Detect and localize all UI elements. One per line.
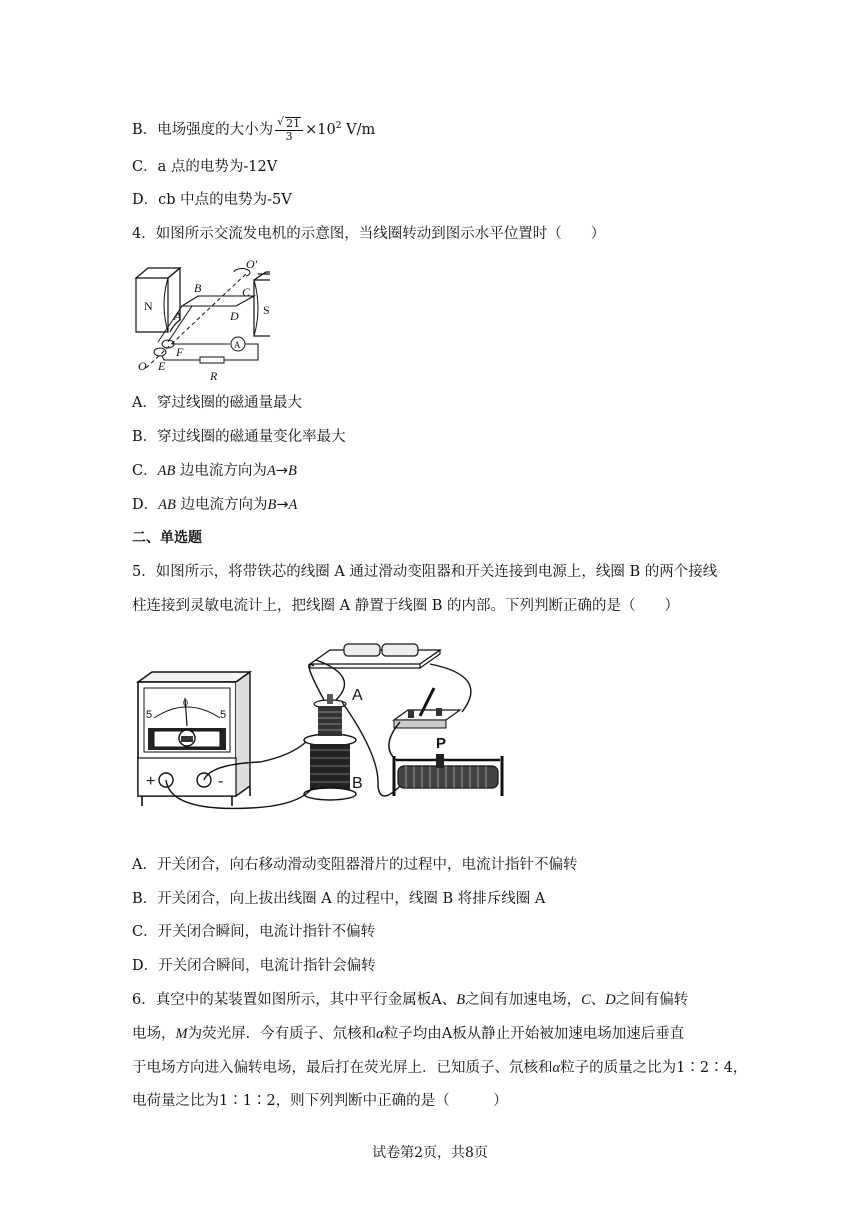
q4-option-c-prefix: C． [132,463,158,479]
q6-l1-b: 之间有加速电场， [465,992,582,1008]
label-s: S [263,303,270,317]
q4-option-d [132,495,297,515]
q4-option-d-mid: 边电流方向为 [175,497,268,513]
coil-a-icon [314,694,346,736]
q4-option-c-edge: AB [157,463,176,479]
q6-l1-sep: 、 [441,992,457,1008]
q6-l1-a: 6．真空中的某装置如图所示，其中平行金属板 [132,992,432,1008]
label-e: E [158,359,166,373]
q6-l1-c: 之间有偏转 [615,992,689,1008]
induction-apparatus-diagram [130,636,510,812]
q6-line1 [132,990,688,1010]
q6-l1-plate-c: C [581,992,591,1008]
q3-times-ten: ×10 [305,121,336,138]
q6-l4-b: ，则下列判断中正确的是（ ） [275,1093,508,1109]
switch-icon [394,688,460,728]
slider-p [436,754,444,768]
scale-left: 5 [146,709,153,721]
q3-fraction [275,117,303,143]
label-b: B [352,775,363,792]
q3-option-c: C．a 点的电势为-12V [132,159,278,175]
q4-option-c-to: B [287,463,297,479]
q6-l3-b: 粒子的质量之比为 [560,1060,677,1076]
section-title: 二、单选题 [132,530,202,546]
label-n: N [144,299,153,313]
label-a: A [174,309,182,323]
q6-line4 [132,1091,508,1111]
q4-stem: 4．如图所示交流发电机的示意图，当线圈转动到图示水平位置时（ ） [132,226,606,242]
battery-icon [310,644,440,668]
label-minus: - [218,773,224,790]
q4-option-c [132,461,297,481]
generator-diagram [130,258,270,382]
q6-l2-screen-m: M [175,1026,188,1042]
q6-l1-plate-d: D [605,992,616,1008]
label-ammeter: A [234,340,241,350]
q5-option-b: B．开关闭合，向上拔出线圈 A 的过程中，线圈 B 将排斥线圈 A [132,891,546,907]
q4-option-d-prefix: D． [132,497,159,513]
label-r: R [210,369,218,382]
arrow-right-icon: → [275,463,288,479]
q6-l3-alpha: α [552,1060,561,1076]
label-o: O [138,359,147,373]
q3-option-b-text: B．电场强度的大小为 [132,121,274,138]
q6-l2-alpha: α [376,1026,384,1042]
q3-unit: V/m [341,121,376,138]
q6-l2-a: 电场， [132,1026,176,1042]
q6-l2-d: 板从静止开始被加速电场加速后垂直 [452,1026,685,1042]
q6-mass-ratio: 1∶2∶4 [676,1060,733,1076]
q6-line2 [132,1024,684,1044]
q5-stem-line1: 5．如图所示，将带铁芯的线圈 A 通过滑动变阻器和开关连接到电源上，线圈 B 的两个接线 [132,564,718,580]
q3-option-d: D．cb 中点的电势为-5V [132,192,292,208]
q5-option-d: D．开关闭合瞬间，电流计指针会偏转 [132,958,376,974]
rheostat-icon [394,754,502,796]
q6-l3-a: 于电场方向进入偏转电场，最后打在荧光屏上．已知质子、氘核和 [132,1060,553,1076]
q6-charge-ratio: 1∶1∶2 [219,1093,276,1109]
q4-option-d-from: B [267,497,277,513]
q6-l1-plate-a: A [431,992,442,1008]
slip-ring-e [154,348,166,356]
q4-option-b: B．穿过线圈的磁通量变化率最大 [132,429,346,445]
page-footer: 试卷第2页，共8页 [372,1145,488,1161]
label-f: F [176,345,184,359]
q5-stem-line2: 柱连接到灵敏电流计上，把线圈 A 静置于线圈 B 的内部。下列判断正确的是（ ） [132,598,680,614]
q3-sqrt-value: 21 [286,116,301,130]
coil-b-icon [304,734,356,800]
q6-l1-sep2: 、 [590,992,606,1008]
q5-option-c: C．开关闭合瞬间，电流计指针不偏转 [132,924,376,940]
q4-option-c-mid: 边电流方向为 [175,463,267,479]
q3-option-b [132,116,375,143]
q5-option-a: A．开关闭合，向右移动滑动变阻器滑片的过程中，电流计指针不偏转 [132,857,578,873]
q6-l2-plate-a: A [441,1026,453,1042]
resistor-icon [200,357,224,363]
label-b: B [194,281,202,295]
q3-exponent: 2 [335,121,342,131]
q6-l3-c: ， [732,1060,748,1076]
q6-l1-plate-b: B [456,992,466,1008]
q6-line3 [132,1058,747,1078]
label-plus: + [146,773,156,790]
arrow-right-icon: → [276,497,289,513]
label-d: D [230,309,239,323]
q6-l2-b: 为荧光屏．今有质子、氘核和 [187,1026,377,1042]
q6-l4-a: 电荷量之比为 [132,1093,219,1109]
q4-option-d-to: A [288,497,298,513]
scale-mid: 0 [183,698,189,708]
q4-option-a: A．穿过线圈的磁通量最大 [132,395,302,411]
q3-denominator: 3 [285,129,293,143]
label-c: C [242,285,251,299]
label-p: P [436,735,447,752]
scale-right: 5 [220,709,227,721]
q4-option-d-edge: AB [158,497,176,513]
q6-l2-c: 粒子均由 [383,1026,442,1042]
q4-option-c-from: A [266,463,276,479]
label-o-prime: O′ [246,258,258,271]
label-a: A [352,687,363,704]
